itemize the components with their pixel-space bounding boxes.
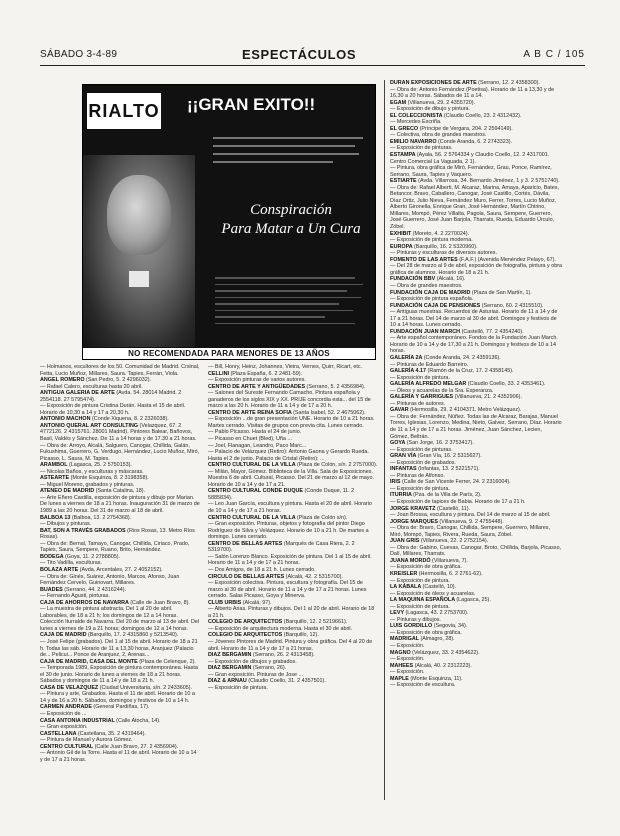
film-title-line2: Para Matar a Un Cura [221,221,361,237]
listing-entry: CARMEN ANDRADE (General Pardiñas, 17). [40,704,150,711]
page-number: A B C / 105 [523,49,585,60]
listing-entry: — Exposición de óleos y acuarelas. [390,590,476,597]
listing-entry: — Joel, Flanagan, Leandro, Paco Marc... [208,442,307,449]
listing-entry: ESTIARTE (Avda. Villarrosa, 34. Bernardo Jiménez, 1 y 3. 2 5751740). [390,178,560,185]
listing-entry: — Antiguas muestras. Recuerdos de Asturias. Horario de 11 a 14 y de 17 a 21 horas. Del 14 de marzo al 30 de abril. Domingos y festivos de 10 a 14 horas. Lunes cerrado. [390,309,558,329]
listing-entry: — Leo Juan García, escultura y pintura. Hasta el 20 de abril. Horario de 10 a 14 y de 17 a 21 horas. [208,501,372,515]
listing-entry: FOMENTO DE LAS ARTES (F.A.F.) (Avenida Menéndez Pelayo, 67). [390,256,556,263]
listing-entry: FUNDACIÓN CAJA DE PENSIONES (Serrano, 60. 2 4315510). [390,302,544,309]
listing-entry: JORGE KRAVETZ (Castelló, 11). [390,505,471,512]
listing-entry: — Pintura de Manuel y Aurora Gómez. [40,737,133,744]
ad-credit-lines [215,277,365,329]
listing-entry: — Joan Brossa, escultura y pintura. Del 14 de marzo al 15 de abril. [390,512,551,519]
priest-face [107,175,171,255]
listing-entry: — Pinturas de autores. [390,400,446,407]
listing-entry: LA MAQUINA ESPAÑOLA (Lagasca, 25). [390,597,491,604]
listing-entry: — Obra de: Antonio Fernández (Poetisa). Horario de 11 a 13,30 y de 16,30 a 20 horas. Sábados de 11 a 14. [390,86,555,100]
listing-entry: — Exposición de dibujos y grabados. [208,658,297,665]
listing-entry: MAPLE (Monte Esquinza, 11). [390,675,463,682]
age-rating-warning: NO RECOMENDADA PARA MENORES DE 13 AÑOS [83,348,375,359]
listing-entry: ANTONIO QUERAL ART CONSULTING (Velazquez, 67. 2 4772126. 2 4315761. 28001 Madrid). Pintores Balear, Bañovos, Basil, Valdés y Sánchez. De 11 a 14 horas y de 17.30 a 21 horas. [40,422,197,443]
ad-blurb-lines [213,137,363,177]
listing-entry: — Exposición ...de gran presentación UNE. Horario de 10 a 21 horas. Martes cerrado. Visitas de grupos con previa cita. Lunes cerrado. [208,416,375,429]
listing-entry: JORGE MARQUES (Villanueva, 9. 2 4755448). [390,518,504,525]
listing-entry: — Exposición de pintura moderna. [390,237,473,244]
listing-entry: CASA DE VELAZQUEZ (Ciudad Universitaria, s/n. 2 2433605). [40,684,192,691]
listing-entry: — Exposición de obra gráfica. [390,564,462,571]
listing-entry: LUIS GORDILLO (Segovia, 34). [390,623,468,630]
listing-entry: — Gran exposición. Pinturas, objetos y fotografía del pintor Diego Rodríguez de Silva y Velázquez. Horario de 10 a 21 h. De martes a domingo. Lunes cerrado. [208,521,369,541]
listing-entry: — Mercedes Escriña. [390,119,442,126]
listing-entry: — Exposición de pintura. [390,577,450,584]
listing-entry: — Tito Vadilla, esculturas. [40,560,102,567]
listing-entry: — Pinturas y esculturas de diversos autores. [390,250,497,257]
listing-entry: COLEGIO DE ARQUITECTOS (Barquillo, 12). [208,632,319,639]
listing-entry: — Dos Amigos, de 18 a 21 h. Lunes cerrado. [208,566,316,573]
listing-entry: INFANTAS (Infantas, 13. 2 5221571). [390,466,480,473]
film-title-line1: Conspiración [250,202,332,218]
listing-entry: GALERÍA ALFREDO MELGAR (Claudio Coello, 33. 2 4353461). [390,381,546,388]
listing-entry: — Obra de grandes maestros. [390,282,463,289]
listings-column-middle [208,364,378,810]
listing-entry: — Pablo Picasso. Hasta el 24 de junio. [208,429,302,436]
listing-entry: — Milán, Mayor, Gómez. Biblioteca de la Villa. Sala de Exposiciones. Muestra 6 de abril. Cultural, Picasso. Del 21 de marzo al 12 de mayo. Horario de 10 a 14 y de 17 a 21. [208,468,374,488]
listing-entry: EXHIBIT (Moreto, 4. 2 2270024). [390,230,470,237]
listing-entry: KREISLER (Hermosilla, 6. 2 2761-62). [390,571,483,578]
listing-entry: ANGEL ROMERO (San Pedro, 5. 2 4296032). [40,377,152,384]
listing-entry: ESTAMPA (Ayala, 56. 2 5764334 y Claudio Coello, 12. 2 4317001. Centro Comercial La Vaguada, 2 1). [390,152,550,165]
listing-entry: — Exposición de pinturas. [390,446,453,453]
section-title: ESPECTÁCULOS [242,47,357,62]
listings-column-left [40,364,200,810]
listing-entry: — Jóvenes Pintores de Madrid. Pintura y obra gráfica. Del 4 al 20 de abril. Horario de 11 a 14 y de 17 a 21 horas. [208,638,373,652]
cinema-name: RIALTO [87,93,161,129]
listing-entry: — Exposición de arquitectura moderna. Hasta el 30 de abril. [208,625,353,632]
listing-entry: — Antonio Gil de la Torre. Hasta el 11 de abril. Horario de 10 a 14 y de 17 a 21 horas. [40,750,197,763]
listing-entry: CENTRO CULTURAL (Calle Juan Bravo, 27. 2 4356904). [40,743,179,750]
listing-entry: EMILIO NAVARRO (Conde Aranda, 6. 2 2743323). [390,138,513,145]
listing-entry: FUNDACIÓN JUAN MARCH (Castelló, 77. 2 4354240). [390,328,524,335]
listing-entry: DIAZ BERGAMIN (Serrano, 26. 2 4313458). [208,652,315,659]
listing-entry: CASA ANTONIA INDUSTRIAL (Calle Atocha, 14). [40,717,161,724]
listing-entry: ITURRIA (Pza. de la Villa de París, 2). [390,492,482,499]
listing-entry: — Palacio de Velázquez (Retiro): Antonio Gaona y Gerardo Rueda. Hasta el 2 de junio. Palacio de Cristal (Retiro): ... [208,449,369,462]
listing-entry: — Exposición de grabados. [390,459,456,466]
listing-entry: GRAN VÍA (Gran Vía, 16. 2 5315627). [390,453,482,460]
priest-collar [129,271,149,287]
listing-entry: CENTRO CULTURAL DE LA VILLA (Plaza de Colón, s/n. 2 2757000). [208,462,378,469]
listing-entry: BOLAZA ARTE (Avda. Arcentales, 27. 2 4052152). [40,566,163,573]
listing-entry: CIRCULO DE BELLAS ARTES (Alcalá, 42. 2 5315700). [208,573,343,580]
listing-entry: CAJA DE AHORROS DE NAVARRA (Calle de Juan Bravo, 8). [40,599,190,606]
rialto-film-advertisement [82,84,376,360]
listing-entry: — Pinturas de Eduardo Barreiro. [390,361,469,368]
listing-entry: — Gran exposición. Pinturas de Jose ... [208,671,303,678]
listing-entry: — Pinturas y dibujos. [390,616,441,623]
listing-entry: — Fernando Agusti, pinturas. [40,593,110,600]
listing-entry: GAVAR (Hermosilla, 29. 2 4104371. Metro Velázquez). [390,407,522,414]
film-title [211,201,371,239]
listing-entry: — Pintura, obra gráfica de Miró, Fernández, Grau, Ponce, Ramírez, Serrano, Saura, Tapies y Vaquero. [390,165,552,178]
listing-entry: — Exposición. [390,643,425,650]
listing-entry: GOYA (San Jorge, 16. 2 3753417). [390,440,474,447]
listing-entry: — Obra de: Gabino, Cuevas, Canogar, Broto, Chillida, Barjola, Picasso, Dalí, Millares, Tharrats. [390,544,562,558]
listings-column-right [390,80,562,810]
listing-entry: — Obra de: Fernández, Núñez. Todas las de Alcaraz, Barajas, Manuel Torres, Iglesias, Lorenzo, Medina, Nieto, Galvez, Serrano, Díaz. Horario de 11 a 14 y de 17 a 21 horas. Jiménez, Juan Sánchez, Lecien, Gómez, Beltrán. [390,413,562,440]
listing-entry: — Obra de: Rafael Alberti, M. Alcaraz, Marina, Amaya, Aparicio, Bates, Betancor, Bravo, Caballero, Canogar, José Castillo, Cortés, Dávila, Díaz Ortiz, Julio Nieva, Fernández Muro, Ferrer, Torres, Lucio Muñoz, Alberto Gironella, Enrique Gran, José Hernández, Martín Chirino, Millares, Mompó, Pérez Villalta, Pagola, Saura, Sempere, Guerrero, José Guerrero, José Juan Barjola, Tharrats, Rueda, Eduardo Úrculo, Zóbel. [390,184,559,231]
listing-entry: — Exposición de escultura. [390,682,456,689]
listing-entry: FUNDACIÓN BBV (Alcalá, 16). [390,276,466,283]
listing-entry: BODEGA (Goya, 11. 2 2788805). [40,553,121,560]
listing-entry: — Exposición de pintura. [390,485,450,492]
listing-entry: CELLINI (Plaza España, 6. 2 2481-59). [208,370,303,377]
listing-entry: — Exposición de pintura. [208,684,268,691]
listing-entry: MAGNO (Velázquez, 33. 2 4354622). [390,649,480,656]
listing-entry: ANTIGUA GALERIA DE ARTE (Avda. 54. 28014 Madrid. 2 2554118. 27 5795474). [40,390,182,403]
listing-entry: CENTRO DE ARTE REINA SOFIA (Santa Isabel, 52. 2 4675062). [208,409,366,416]
listing-entry: — Arte español contemporáneo. Fondos de la Fundación Juan March. Horario de 10 a 14 y de 17,30 a 21 h. Domingos y festivos de 10 a 14 horas. [390,335,558,355]
listing-entry: DURÁN EXPOSICIONES DE ARTE (Serrano, 12. 2 4358300). [390,80,540,86]
listing-entry: — Pintura y arte, Grabados. Hasta el 11 de abril. Horario de 10 a 14 y de 16 a 20 h. Sábados, domingos y festivos de 10 a 14 h. [40,691,195,704]
listing-entry: — Exposición de pintura Cristina Durán. Hasta el 15 de abril. Horario de 10,30 a 14 y 17 a 20,30 h. [40,403,186,416]
page-header [40,47,585,66]
listing-entry: — Exposición de pinturas. [390,145,453,152]
listing-entry: — Obra de: Ginés, Suárez, Antonio, Marcos, Afonso, Juan Fernández Cervelo, Guinovart, Millares. [40,573,180,587]
listing-entry: GALERÍA Y GARRIGUES (Villanueva, 21. 2 4352906). [390,394,522,401]
listing-entry: — Exposición pinturas de varios autores. [208,377,306,384]
listing-entry: — Alberto Arias. Pinturas y dibujos. Del 1 al 20 de abril. Horario de 18 a 21 h. [208,606,375,619]
listing-entry: EL GRECO (Príncipe de Vergara, 204. 2 2594149). [390,125,513,132]
listing-entry: CAJA DE MADRID, CASA DEL MONTE (Plaza de Celenque, 2). [40,658,196,665]
listing-entry: EGAM (Villanueva, 29. 2 4355720). [390,99,476,106]
listing-entry: — Del 28 de marzo al 9 de abril, exposición de fotografía, pintura y obra gráfica de alumnos. Horario de 18 a 21 h. [390,263,562,276]
issue-date: SÁBADO 3-4-89 [40,49,118,60]
listing-entry: IRIS (Calle de San Vicente Ferrer, 24. 2 2316004). [390,479,511,486]
listing-entry: BUADES (Serrano, 44. 2 4316244). [40,586,127,593]
listing-entry: CENTRO CULTURAL CONDE DUQUE (Conde Duque, 11. 2 5885834). [208,488,355,501]
listing-entry: — Miguel Moreno, grabados y pinturas. [40,481,135,488]
listing-entry: — José Felipe (grabados). Del 1 al 15 de abril. Horario de 18 a 21 h. Todas las sáb. Horario de 11 a 13,30 horas. Aranjuez (Palacio de... Pelicui... Ponce de Aranjuez, 2, Arenas... [40,638,198,659]
listing-entry: — Nicolas Baños, y esculturas y máscaras. [40,468,144,475]
listing-entry: EL COLECCIONISTA (Claudio Coello, 23. 2 4312432). [390,112,522,119]
listing-entry: — Arte Eñero Castilla, exposición de pintura y dibujo por Marian. De lunes a viernes de 18 a 21 horas. Inauguración 31 de marzo de 1989 a las 20 horas. Del 31 de marzo al 18 de abril. [40,494,200,515]
listing-entry: — Rafael Calero, esculturas hasta 20 abril. [40,383,143,390]
listing-entry: COLEGIO DE ARQUITECTOS (Barquillo, 12. 2 5219661). [208,619,348,626]
listing-entry: CENTRO DE ARTE Y ANTIGÜEDADES (Serrano, 5. 2 4356984). [208,383,366,390]
listing-entry: — Obra de: Bravo, Canogar, Chillida, Sempere, Guerrero, Millares, Miró, Mompó, Tapies, Rivera, Rueda, Saura, Zóbel. [390,525,550,538]
listing-entry: — Exposición de tapices de Babia. Horario de 17 a 21 h. [390,499,526,505]
listing-entry: DIAZ & ARNAU (Claudio Coello, 31. 2 4357501). [208,678,326,685]
listing-entry: — Pinturas de Alfonso. [390,472,445,479]
listing-entry: BAT, SON A TRAVÉS GRABADOS (Rios Rosas, 13. Metro Ríos Rosas). [40,527,195,541]
listing-entry: JUANA MORDÓ (Villanueva, 7). [390,557,468,564]
listing-entry: JUAN GRIS (Villanueva, 22. 2 2752154). [390,538,489,545]
listing-entry: CASTELLANA (Castellana, 35. 2 4319464). [40,730,146,737]
listing-entry: CENTRO DE BELLAS ARTES (Marqués de Casa Riera, 2. 2 5319700). [208,540,355,554]
column-divider [384,80,385,800]
listing-entry: — Salón Lorenzo Blanco. Exposición de pintura. Del 1 al 15 de abril. Horario de 11 a 14 y de 17 a 21 horas. [208,553,372,567]
listing-entry: — Temporada 1989, Exposición de pintura contemporánea. Hasta el 30 de junio. Horario de lunes a viernes de 18 a 21 horas. Sábados y domingos de 11 a 14 y de 18 a 21 h. [40,665,198,685]
listing-entry: ANTONIO MACHON (Conde Xiquena, 8. 2 2326038). [40,416,169,423]
listing-entry: — Exposición. [390,656,425,663]
listing-entry: GALERÍA 4.17 (Ramón de la Cruz, 17. 2 4358145). [390,368,514,375]
listing-entry: — La muestra de pintura abstracta. Del 1 al 20 de abril. Laborables, de 18 a 21 h; los domingos de 12 a 14 horas. Colección Iturralde de Navarra. Del 20 de marzo al 13 de abril. Del lunes a viernes de 19 a 21 horas; domingos de 12 a 14 horas. [40,606,200,632]
listing-entry: — Exposición colectiva. Pintura, escultura y fotografía. Del 15 de marzo al 30 de abril. Horario de 11 a 14 y de 17 a 21 horas. Lunes cerrado. Salas Picasso, Goya y Minerva. [208,580,367,600]
listing-entry: — Exposición de ... [40,710,87,717]
listing-entry: — Holmanos, escultores de los 50. Comunidad de Madrid. Crsinal, Fetta, Lucio Muñoz, Millares, Saura. Tapies, Ferrán, Viola. [40,364,200,377]
listing-entry: — Bill, Honry, Heinz, Johannes, Vieira, Vernes, Quirr, Ricart, etc. [208,364,363,370]
listing-entry: — Obra de: Arroyo, Alcalá, Salguero, Canogar, Chillida, Galán, Fukushima, Guerrero, G. Verdugo, Hernández, Lucio Muñoz, Miró, Picasso, L. Saura, M. Tapies. [40,442,200,462]
listing-entry: LEVY (Lagasca, 43. 2 2753700). [390,610,469,617]
listing-entry: GALERÍA 2A (Conde Aranda, 24. 2 4359136). [390,354,501,361]
listing-entry: BALBOA 13 (Balboa, 13. 2 2754368). [40,514,132,521]
listing-entry: — Exposición. [390,669,425,676]
listing-entry: — Gran exposición. [40,724,88,731]
listing-entry: DIAZ BERGAMIN (Serrano, 26). [208,665,287,672]
listing-entry: — Exposición de pintura. [390,603,450,610]
listing-entry: CLUB URBIS (Alcalá, 97). [208,599,272,606]
listing-entry: ATENEO DE MADRID (Santa Catalina, 18). [40,488,146,495]
listing-entry: EUROPA (Barquillo, 16. 2 5320960). [390,243,478,250]
listing-entry: — Exposición de pintura española. [390,296,474,303]
listing-entry: — Exposición de dibujo y pintura. [390,106,471,113]
listing-entry: LA KÁBALA (Castelló, 10). [390,584,457,591]
listing-entry: CAJA DE MADRID (Barquillo, 17. 2 4315860 y 5213540). [40,632,179,639]
ad-headline: ¡¡GRAN EXITO!! [187,95,316,114]
listing-entry: — Exposición de obra gráfica. [390,629,462,636]
listing-entry: CENTRO CULTURAL DE LA VILLA (Plaza de Colón s/n). [208,514,348,521]
listing-entry: — Obra de: Bernal, Tamayo, Canogar, Chillida, Ciriaco, Prado, Tapies, Saura, Sempere, Ruano, Brito, Hernández. [40,540,190,554]
listing-entry: ARAMBOL (Lagasca, 25. 2 5750153). [40,462,132,469]
listing-entry: MAHEES (Alcalá, 40. 2 2312223). [390,662,472,669]
listing-entry: — Dibujos y pinturas. [40,521,92,528]
listing-entry: — Colectiva, obra de grandes maestros. [390,132,487,139]
listing-entry: — Picasso en Chuet (Bled), Uña ... [208,436,292,443]
listing-entry: — Exposición de pintura. [390,374,450,381]
listing-entry: MADRIGAL (Almagro, 28). [390,636,455,643]
listing-entry: — Salones del Sureste Fernando Camacho. Pintura española y ganaderos de los siglos XIX y XX. PRIJE concordia esta... del 15 de marzo a las 20 h. Horario de 11 a 14 y de 17 a 20 h. [208,390,371,410]
listing-entry: FUNDACIÓN CAJA DE MADRID (Plaza de San Martín, 1). [390,289,532,296]
priest-photo [83,155,195,347]
listing-entry: — Óleos y acuarelas de la Sra. Esperanza. [390,387,494,394]
listing-entry: ASTEARTE (Monte Esquinza, 8. 2 3198358). [40,475,149,482]
